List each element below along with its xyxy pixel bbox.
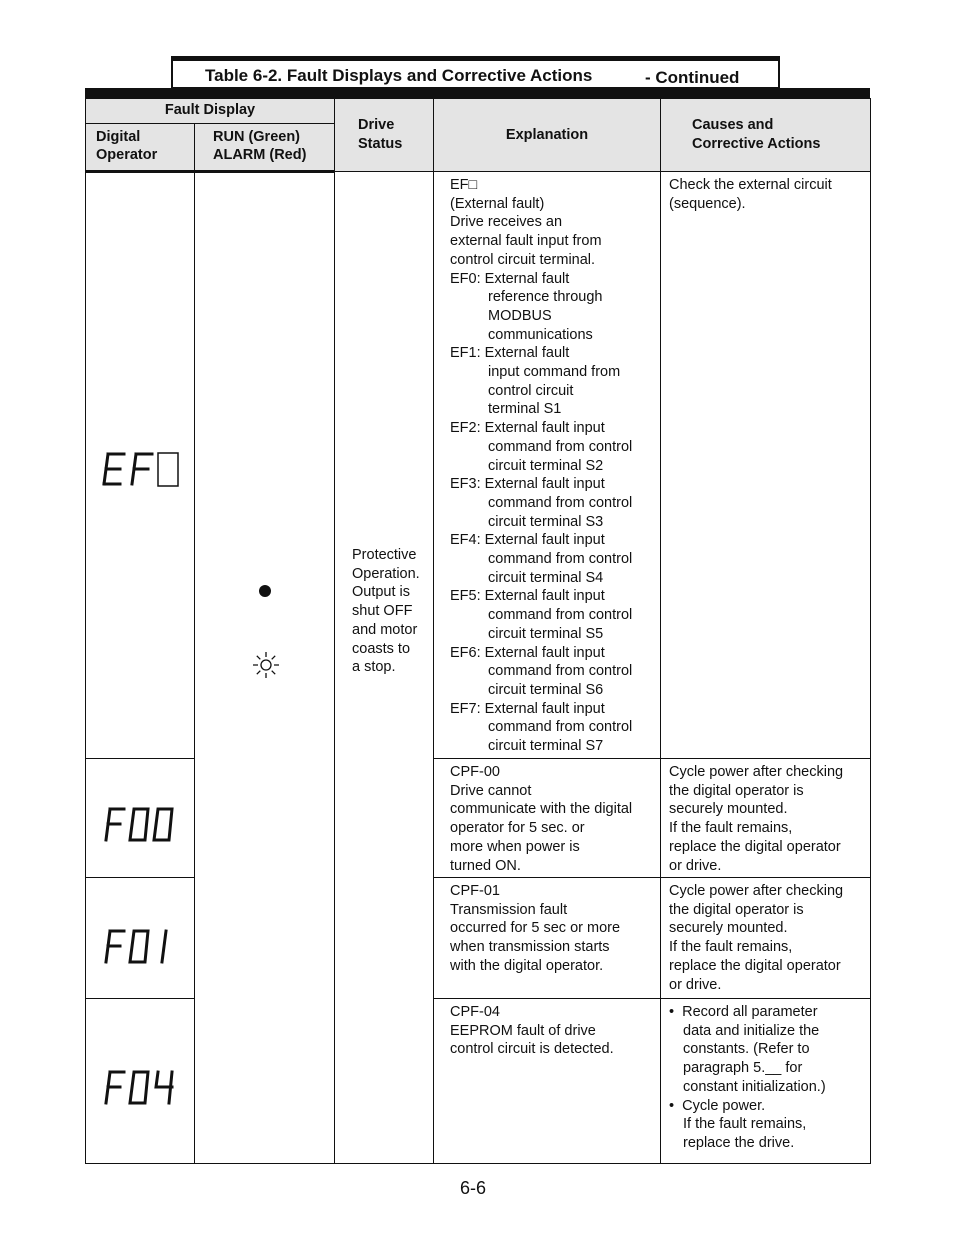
fault-code-ef1: EF1: External fault input command from control circuit terminal S1 bbox=[450, 345, 621, 418]
led-status-cell bbox=[195, 172, 335, 1164]
table-title: Table 6-2. Fault Displays and Corrective Actions bbox=[205, 66, 593, 85]
causes-cell-ef: Check the external circuit (sequence). bbox=[661, 172, 871, 759]
header-fault-display: Fault Display bbox=[86, 99, 335, 124]
fault-row-ef bbox=[86, 172, 871, 759]
fault-code-ef0: EF0: External fault reference through MODBUS communications bbox=[450, 270, 603, 343]
explanation-cell-ef: EF□ (External fault) Drive receives an external fault input from control circuit terminal. EF0: External fault reference through MODBUS communications EF1: External fault input command from control circuit terminal S1 EF2: External fault input command from control circuit terminal S2 EF3: External fault input command from control circuit terminal S3 EF4: External fault input command from control circuit terminal S4 EF5: External fault input command from control circuit terminal S5 EF6: External fault input command from control circuit terminal S6 EF7: External fault input command from control circuit terminal S7 bbox=[434, 172, 661, 759]
segment-display-ef bbox=[100, 450, 180, 490]
table-title-continued: - Continued bbox=[645, 68, 740, 87]
page-number: 6-6 bbox=[460, 1178, 487, 1198]
causes-cell-f00: Cycle power after checking the digital operator is securely mounted. If the fault remains, replace the digital operator or drive. bbox=[661, 759, 871, 878]
fault-code-ef5: EF5: External fault input command from control circuit terminal S5 bbox=[450, 588, 633, 642]
filled-circle-icon bbox=[259, 585, 271, 597]
header-drive-status: Drive Status bbox=[335, 99, 434, 172]
title-underline-bar bbox=[85, 88, 870, 98]
header-run-alarm: RUN (Green) ALARM (Red) bbox=[195, 124, 335, 172]
display-cell-f04 bbox=[86, 999, 195, 1164]
explanation-cell-f01: CPF-01 Transmission fault occurred for 5 sec or more when transmission starts with the digital operator. bbox=[434, 878, 661, 999]
causes-cell-f04 bbox=[661, 999, 871, 1164]
header-row-1 bbox=[86, 99, 871, 124]
causes-cell-f01: Cycle power after checking the digital operator is securely mounted. If the fault remains, replace the digital operator or drive. bbox=[661, 878, 871, 999]
segment-display-f00 bbox=[102, 806, 176, 844]
fault-code-ef3: EF3: External fault input command from control circuit terminal S3 bbox=[450, 476, 633, 530]
fault-code-ef7: EF7: External fault input command from control circuit terminal S7 bbox=[450, 700, 633, 755]
segment-display-f01 bbox=[102, 928, 176, 966]
display-cell-ef bbox=[86, 172, 195, 759]
fault-table bbox=[85, 98, 871, 1164]
action-item-record: • Record all parameter data and initialize the constants. (Refer to paragraph 5.__ for constant initialization.) bbox=[669, 1004, 826, 1095]
fault-code-ef2: EF2: External fault input command from control circuit terminal S2 bbox=[450, 420, 633, 474]
blinking-sun-icon bbox=[252, 651, 280, 679]
display-cell-f01 bbox=[86, 878, 195, 999]
fault-code-ef4: EF4: External fault input command from control circuit terminal S4 bbox=[450, 532, 633, 586]
segment-display-f04 bbox=[102, 1069, 176, 1107]
explanation-cell-f04: CPF-04 EEPROM fault of drive control circuit is detected. bbox=[434, 999, 661, 1164]
header-digital-operator: Digital Operator bbox=[86, 124, 195, 172]
explanation-cell-f00: CPF-00 Drive cannot communicate with the digital operator for 5 sec. or more when power is turned ON. bbox=[434, 759, 661, 878]
empty-square-icon bbox=[158, 453, 178, 486]
header-causes: Causes and Corrective Actions bbox=[661, 99, 871, 172]
table-title-tab bbox=[171, 56, 780, 89]
display-cell-f00 bbox=[86, 759, 195, 878]
action-item-cycle-power: • Cycle power. If the fault remains, replace the drive. bbox=[669, 1097, 807, 1151]
drive-status-cell: Protective Operation. Output is shut OFF and motor coasts to a stop. bbox=[335, 172, 434, 1164]
header-explanation: Explanation bbox=[434, 99, 661, 172]
fault-code-ef6: EF6: External fault input command from control circuit terminal S6 bbox=[450, 644, 633, 698]
